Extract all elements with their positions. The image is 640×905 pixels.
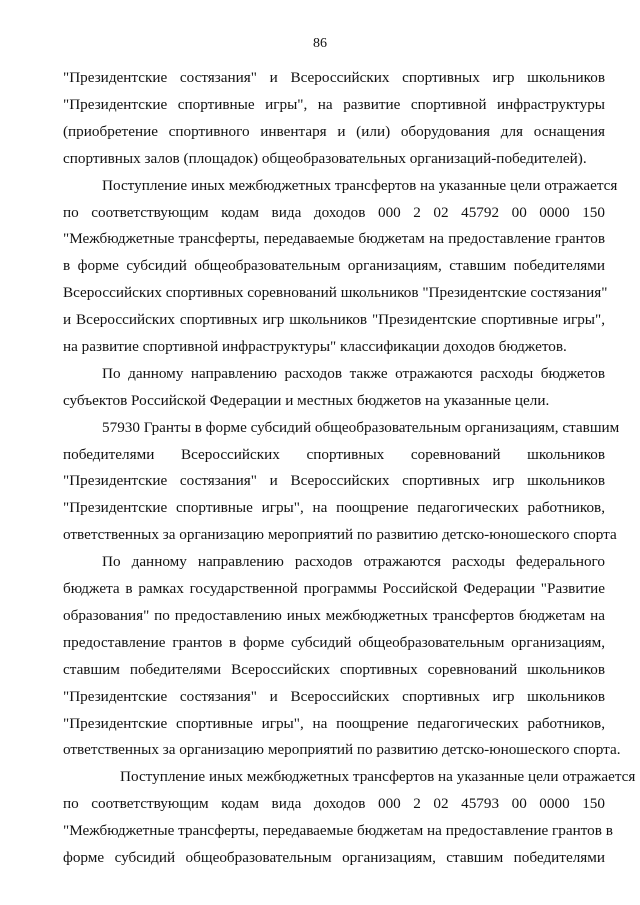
text-line: спортивных залов (площадок) общеобразовательных организаций-победителей). [63, 150, 587, 167]
text-line: (приобретение спортивного инвентаря и (или) оборудования для оснащения [63, 123, 605, 140]
text-line: По данному направлению расходов отражаются расходы федерального [102, 553, 605, 570]
text-line: ответственных за организацию мероприятий по развитию детско-юношеского спорта [63, 526, 617, 543]
text-line: Всероссийских спортивных соревнований школьников "Президентские состязания" [63, 284, 608, 301]
text-line: по соответствующим кодам вида доходов 000 2 02 45792 00 0000 150 [63, 204, 605, 221]
text-line: предоставление грантов в форме субсидий общеобразовательным организациям, [63, 634, 605, 651]
text-line: "Президентские спортивные игры", на развитие спортивной инфраструктуры [63, 96, 605, 113]
text-line: "Президентские состязания" и Всероссийских спортивных игр школьников [63, 688, 605, 705]
text-line: "Межбюджетные трансферты, передаваемые бюджетам на предоставление грантов в [63, 822, 613, 839]
text-line: по соответствующим кодам вида доходов 000 2 02 45793 00 0000 150 [63, 795, 605, 812]
text-line: Поступление иных межбюджетных трансфертов на указанные цели отражается [102, 177, 618, 194]
text-line: "Президентские состязания" и Всероссийских спортивных игр школьников [63, 69, 605, 86]
text-line: образования" по предоставлению иных межбюджетных трансфертов бюджетам на [63, 607, 605, 624]
text-line: "Президентские состязания" и Всероссийских спортивных игр школьников [63, 472, 605, 489]
text-line: форме субсидий общеобразовательным организациям, ставшим победителями [63, 849, 605, 866]
text-line: и Всероссийских спортивных игр школьников "Президентские спортивные игры", [63, 311, 605, 328]
text-line: бюджета в рамках государственной программы Российской Федерации "Развитие [63, 580, 605, 597]
text-line: 57930 Гранты в форме субсидий общеобразовательным организациям, ставшим [102, 419, 620, 436]
page-number: 86 [313, 36, 327, 51]
text-line: По данному направлению расходов также отражаются расходы бюджетов [102, 365, 605, 382]
text-line: субъектов Российской Федерации и местных бюджетов на указанные цели. [63, 392, 550, 409]
text-line: "Межбюджетные трансферты, передаваемые бюджетам на предоставление грантов [63, 230, 605, 247]
text-line: победителями Всероссийских спортивных соревнований школьников [63, 446, 605, 463]
text-line: ответственных за организацию мероприятий по развитию детско-юношеского спорта. [63, 741, 621, 758]
text-line: Поступление иных межбюджетных трансфертов на указанные цели отражается [120, 768, 636, 785]
text-line: ставшим победителями Всероссийских спортивных соревнований школьников [63, 661, 605, 678]
text-line: на развитие спортивной инфраструктуры" классификации доходов бюджетов. [63, 338, 567, 355]
text-line: в форме субсидий общеобразовательным организациям, ставшим победителями [63, 257, 605, 274]
text-line: "Президентские спортивные игры", на поощрение педагогических работников, [63, 499, 605, 516]
text-line: "Президентские спортивные игры", на поощрение педагогических работников, [63, 715, 605, 732]
